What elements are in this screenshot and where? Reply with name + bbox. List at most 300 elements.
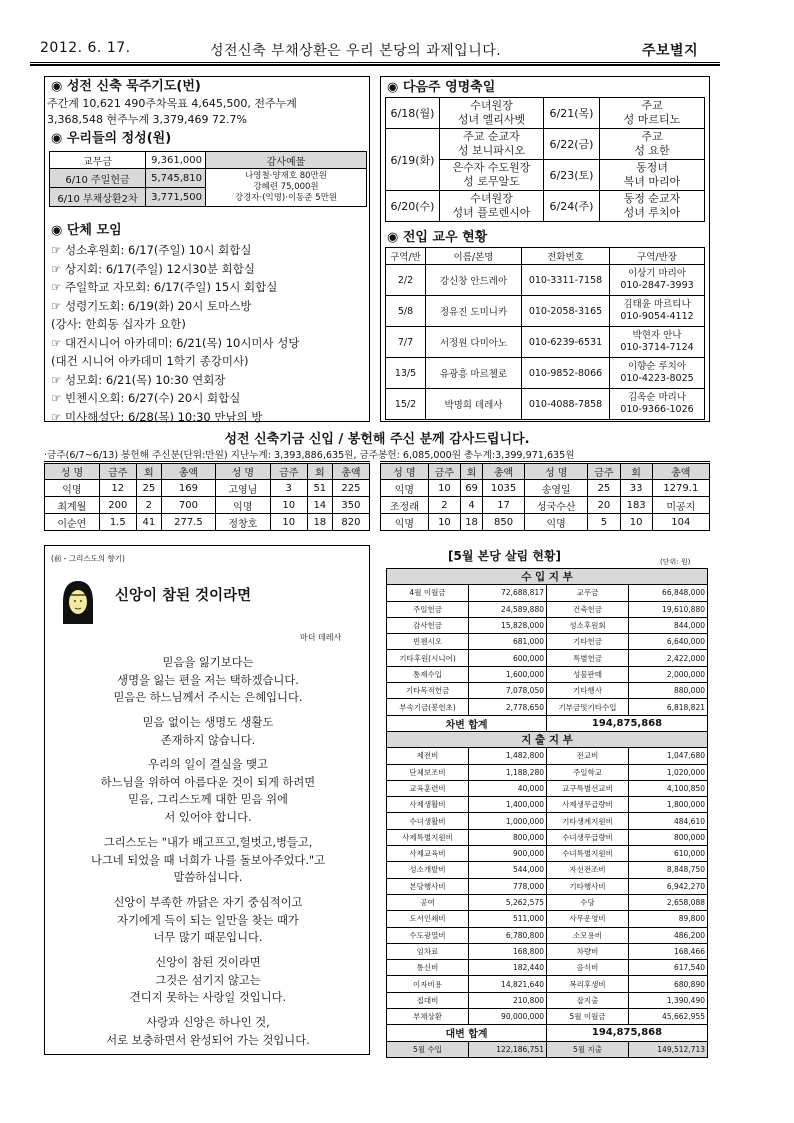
fund-cell: 17 — [483, 497, 525, 514]
finance-table — [386, 568, 708, 1058]
page-header — [30, 36, 720, 64]
fund-header: 총액 — [161, 464, 215, 480]
finance-item: 성소후원회 — [547, 617, 629, 633]
fund-cell: 69 — [461, 480, 483, 497]
gamsa-note: 나영철·양재호 80만원 — [245, 171, 327, 181]
finance-amount: 1,400,000 — [469, 797, 547, 813]
fund-cell: 고영님 — [215, 480, 270, 497]
finance-item: 기타헌금 — [547, 634, 629, 650]
feast-person — [600, 160, 705, 191]
fund-cell: 10 — [270, 514, 307, 531]
finance-unit: (단위: 원) — [660, 558, 691, 566]
fund-subtitle: ·금주(6/7~6/13) 봉헌해 주신분(단위:만원) 지난누계: 3,393,886,635원, 금주봉헌: 6,085,000원 총누계:3,399,971,635원 — [44, 450, 575, 461]
right-info-box — [380, 76, 710, 422]
fund-cell: 2 — [428, 497, 460, 514]
offering-value: 3,771,500 — [146, 188, 206, 207]
fund-cell: 51 — [307, 480, 332, 497]
transfer-leader — [610, 327, 705, 358]
group-item: ☞ 성소후원회: 6/17(주일) 10시 회합실 — [51, 243, 252, 257]
income-header: 수 입 지 부 — [387, 569, 708, 585]
feast-role: 주교 순교자 — [463, 130, 520, 143]
feast-date: 6/19(화) — [386, 129, 440, 191]
finance-amount: 90,000,000 — [469, 1009, 547, 1025]
prayer-title: ◉ 성전 신축 묵주기도(번) — [51, 79, 201, 94]
finance-amount: 800,000 — [629, 829, 708, 845]
fund-cell: 10 — [620, 514, 652, 531]
transfer-cell: 010-6239-6531 — [522, 327, 610, 358]
feast-role: 주교 — [641, 99, 663, 112]
transfer-leader — [610, 389, 705, 420]
finance-item: 사제생무급량비 — [547, 797, 629, 813]
feast-date: 6/22(금) — [544, 129, 600, 160]
finance-amount: 778,000 — [469, 878, 547, 894]
fund-cell: 3 — [270, 480, 307, 497]
finance-amount: 484,610 — [629, 813, 708, 829]
gamsa-header: 감사예물 — [206, 152, 367, 169]
group-item: ☞ 성모회: 6/21(목) 10:30 연회장 — [51, 372, 226, 387]
fund-cell: 익명 — [525, 514, 588, 531]
finance-item: 단체보조비 — [387, 764, 469, 780]
finance-amount: 1,390,490 — [629, 992, 708, 1008]
finance-item: 사제특별지원비 — [387, 829, 469, 845]
finance-item: 기타목적헌금 — [387, 683, 469, 699]
fund-header: 회 — [307, 464, 332, 480]
offering-table — [49, 151, 367, 207]
finance-item: 4월 이월금 — [387, 585, 469, 601]
offering-value: 5,745,810 — [146, 169, 206, 188]
header-date: 2012. 6. 17. — [40, 40, 131, 56]
transfer-header: 구역/반 — [386, 248, 426, 265]
fund-cell: 820 — [332, 514, 369, 531]
finance-amount: 544,000 — [469, 862, 547, 878]
finance-item: 복리후생비 — [547, 976, 629, 992]
finance-item: 사무운영비 — [547, 911, 629, 927]
transfer-leader — [610, 265, 705, 296]
feast-saint: 성 마르티노 — [623, 113, 681, 126]
essay-title: 신앙이 참된 것이라면 — [115, 588, 252, 604]
essay-para: 그리스도는 "내가 배고프고,헐벗고,병들고, 나그네 되었을 때 너희가 나를 돌보아주었다."고 말씀하십니다. — [90, 836, 326, 884]
fund-cell: 169 — [161, 480, 215, 497]
fund-header: 성 명 — [45, 464, 100, 480]
finance-item: 부채상환 — [387, 1009, 469, 1025]
fund-cell: 성국수산 — [525, 497, 588, 514]
fund-header: 금주 — [588, 464, 620, 480]
feast-role: 수녀원장 — [470, 99, 513, 112]
transfer-cell: 010-2058-3165 — [522, 296, 610, 327]
fund-cell: 익명 — [45, 480, 100, 497]
feast-table — [385, 97, 705, 222]
fund-cell: 1279.1 — [652, 480, 709, 497]
finance-amount: 168,800 — [469, 943, 547, 959]
finance-item: 소모용비 — [547, 927, 629, 943]
group-item: ☞ 미사해설단: 6/28(목) 10:30 만남의 방 — [51, 409, 263, 424]
finance-item: 기부금및기타수입 — [547, 699, 629, 715]
fund-cell: 12 — [99, 480, 136, 497]
transfer-cell: 2/2 — [386, 265, 426, 296]
feast-person — [440, 160, 544, 191]
transfer-cell: 강신창 안드레아 — [426, 265, 522, 296]
monthly-expense-value: 149,512,713 — [629, 1041, 708, 1057]
finance-item: 도서인쇄비 — [387, 911, 469, 927]
fund-title: 성전 신축기금 신입 / 봉헌해 주신 분께 감사드립니다. — [224, 432, 530, 447]
fund-header: 금주 — [99, 464, 136, 480]
gamsa-note: 강혜련 75,000원 — [253, 182, 319, 192]
fund-rule-left — [44, 461, 370, 462]
fund-cell: 최계월 — [45, 497, 100, 514]
finance-item: 기타행사비 — [547, 878, 629, 894]
feast-saint: 성 보니파시오 — [457, 144, 526, 157]
transfer-cell: 010-9852-8066 — [522, 358, 610, 389]
finance-amount: 210,800 — [469, 992, 547, 1008]
finance-amount: 1,482,800 — [469, 748, 547, 764]
feast-date: 6/18(월) — [386, 98, 440, 129]
finance-amount: 66,848,000 — [629, 585, 708, 601]
finance-item: 수당 — [547, 894, 629, 910]
finance-amount: 844,000 — [629, 617, 708, 633]
finance-amount: 15,828,000 — [469, 617, 547, 633]
fund-cell: 350 — [332, 497, 369, 514]
left-info-box — [44, 76, 370, 422]
fund-cell: 183 — [620, 497, 652, 514]
finance-amount: 45,662,955 — [629, 1009, 708, 1025]
feast-saint: 성녀 플로렌시아 — [452, 206, 531, 219]
income-sum-value: 194,875,868 — [547, 715, 708, 731]
fund-header: 총액 — [483, 464, 525, 480]
fund-cell: 1035 — [483, 480, 525, 497]
fund-cell: 이순연 — [45, 514, 100, 531]
fund-table-left — [44, 463, 370, 531]
expense-sum-value: 194,875,868 — [547, 1025, 708, 1041]
feast-saint: 성 로무알도 — [463, 175, 520, 188]
finance-amount: 2,658,088 — [629, 894, 708, 910]
fund-cell: 10 — [428, 514, 460, 531]
finance-amount: 1,000,000 — [469, 813, 547, 829]
transfer-cell: 5/8 — [386, 296, 426, 327]
feast-role: 주교 — [641, 130, 663, 143]
finance-item: 음식비 — [547, 960, 629, 976]
finance-item: 주일헌금 — [387, 601, 469, 617]
finance-item: 건축헌금 — [547, 601, 629, 617]
finance-amount: 6,818,821 — [629, 699, 708, 715]
fund-cell: 41 — [136, 514, 161, 531]
monthly-income-label: 5월 수입 — [387, 1041, 469, 1057]
transfer-cell: 서정원 다미아노 — [426, 327, 522, 358]
finance-amount: 7,078,050 — [469, 683, 547, 699]
finance-item: 접대비 — [387, 992, 469, 1008]
offering-label: 6/10 부채상환2차 — [50, 188, 146, 207]
leader-name: 이향순 루치아 — [627, 361, 687, 372]
leader-phone: 010-2847-3993 — [620, 280, 694, 291]
finance-amount: 1,600,000 — [469, 666, 547, 682]
leader-name: 김옥순 마리나 — [627, 392, 687, 403]
transfer-cell: 010-3311-7158 — [522, 265, 610, 296]
group-item: (대건 시니어 아카데미 1학기 종강미사) — [51, 354, 249, 368]
essay-source: (前 - 그리스도의 향기) — [51, 554, 125, 563]
finance-item: 빈첸시오 — [387, 634, 469, 650]
fund-table-right — [380, 463, 710, 531]
finance-item: 성물판매 — [547, 666, 629, 682]
finance-item: 기타행사 — [547, 683, 629, 699]
finance-item: 5월 이월금 — [547, 1009, 629, 1025]
finance-item: 잡지출 — [547, 992, 629, 1008]
monthly-expense-label: 5월 지출 — [547, 1041, 629, 1057]
fund-cell: 10 — [270, 497, 307, 514]
prayer-line-2: 3,368,548 현주누계 3,379,469 72.7% — [47, 113, 247, 126]
finance-item: 감사헌금 — [387, 617, 469, 633]
leader-phone: 010-9054-4112 — [620, 311, 694, 322]
transfer-cell: 15/2 — [386, 389, 426, 420]
fund-cell: 1.5 — [99, 514, 136, 531]
feast-saint: 복녀 마리아 — [623, 175, 681, 188]
feast-saint: 성녀 엘리사벳 — [457, 113, 526, 126]
fund-cell: 14 — [307, 497, 332, 514]
finance-amount: 14,821,640 — [469, 976, 547, 992]
feast-role: 은수자 수도원장 — [452, 161, 531, 174]
finance-item: 통신비 — [387, 960, 469, 976]
finance-amount: 2,778,650 — [469, 699, 547, 715]
leader-name: 박현자 안나 — [632, 330, 682, 341]
finance-amount: 681,000 — [469, 634, 547, 650]
finance-amount: 680,890 — [629, 976, 708, 992]
finance-item: 통제수입 — [387, 666, 469, 682]
gamsa-notes — [206, 169, 367, 207]
finance-item: 교구특별선교비 — [547, 780, 629, 796]
fund-cell: 18 — [307, 514, 332, 531]
fund-cell: 225 — [332, 480, 369, 497]
essay-para: 우리의 일이 결실을 맺고 하느님을 위하여 아름다운 것이 되게 하려면 믿음, 그리스도께 대한 믿음 위에 서 있어야 합니다. — [100, 758, 316, 824]
finance-amount: 168,466 — [629, 943, 708, 959]
fund-header: 금주 — [270, 464, 307, 480]
transfer-title: ◉ 전입 교우 현황 — [387, 230, 488, 245]
finance-item: 전교비 — [547, 748, 629, 764]
leader-phone: 010-4223-8025 — [620, 373, 694, 384]
finance-amount: 6,942,270 — [629, 878, 708, 894]
groups-list — [51, 241, 300, 426]
essay-para: 믿음을 잃기보다는 생명을 잃는 편을 저는 택하겠습니다. 믿음은 하느님께서 주시는 은혜입니다. — [113, 656, 303, 704]
transfer-cell: 유광흥 마르첼로 — [426, 358, 522, 389]
finance-amount: 24,589,880 — [469, 601, 547, 617]
leader-phone: 010-9366-1026 — [620, 404, 694, 415]
finance-item: 수도광열비 — [387, 927, 469, 943]
fund-cell: 104 — [652, 514, 709, 531]
finance-amount: 1,188,280 — [469, 764, 547, 780]
fund-header: 총액 — [332, 464, 369, 480]
transfer-cell: 박명희 데레사 — [426, 389, 522, 420]
feast-saint: 성녀 루치아 — [623, 206, 681, 219]
fund-cell: 2 — [136, 497, 161, 514]
finance-amount: 6,640,000 — [629, 634, 708, 650]
fund-header: 금주 — [428, 464, 460, 480]
group-item: (강사: 한희동 십자가 요한) — [51, 317, 186, 331]
finance-amount: 182,440 — [469, 960, 547, 976]
finance-amount: 2,422,000 — [629, 650, 708, 666]
feast-date: 6/23(토) — [544, 160, 600, 191]
essay-para: 신앙이 참된 것이라면 그것은 섬기지 않고는 견디지 못하는 사랑일 것입니다. — [129, 956, 287, 1004]
finance-title: [5월 본당 살림 현황] — [448, 549, 561, 563]
fund-cell: 850 — [483, 514, 525, 531]
finance-amount: 600,000 — [469, 650, 547, 666]
group-item: ☞ 대건시니어 아카데미: 6/21(목) 10시미사 성당 — [51, 335, 300, 350]
leader-name: 이상기 마리아 — [627, 268, 687, 279]
transfer-table — [385, 247, 705, 420]
finance-amount: 89,800 — [629, 911, 708, 927]
finance-item: 주일학교 — [547, 764, 629, 780]
leader-name: 김태윤 마르티나 — [623, 299, 691, 310]
finance-item: 기타후원(시니어) — [387, 650, 469, 666]
finance-amount: 880,000 — [629, 683, 708, 699]
income-sum-label: 차변 합계 — [387, 715, 547, 731]
fund-cell: 4 — [461, 497, 483, 514]
fund-cell: 조정래 — [381, 497, 429, 514]
finance-item: 기타생계지원비 — [547, 813, 629, 829]
fund-cell: 5 — [588, 514, 620, 531]
monthly-income-value: 122,186,751 — [469, 1041, 547, 1057]
transfer-header: 구역/반장 — [610, 248, 705, 265]
finance-amount: 511,000 — [469, 911, 547, 927]
header-label: 주보별지 — [642, 43, 699, 59]
finance-amount: 1,047,680 — [629, 748, 708, 764]
offering-label: 교무금 — [50, 152, 146, 169]
essay-para: 사랑과 신앙은 하나인 것, 서로 보충하면서 완성되어 가는 것입니다. — [106, 1016, 310, 1047]
groups-title: ◉ 단체 모임 — [51, 223, 122, 238]
offering-label: 6/10 주일헌금 — [50, 169, 146, 188]
feast-person — [600, 129, 705, 160]
finance-amount: 617,540 — [629, 960, 708, 976]
feast-person — [600, 98, 705, 129]
transfer-leader — [610, 296, 705, 327]
transfer-cell: 7/7 — [386, 327, 426, 358]
finance-item: 부속기금(봉헌초) — [387, 699, 469, 715]
fund-cell: 10 — [428, 480, 460, 497]
fund-header: 성 명 — [525, 464, 588, 480]
finance-item: 공여 — [387, 894, 469, 910]
feast-date: 6/20(수) — [386, 191, 440, 222]
transfer-cell: 010-4088-7858 — [522, 389, 610, 420]
leader-phone: 010-3714-7124 — [620, 342, 694, 353]
offering-value: 9,361,000 — [146, 152, 206, 169]
group-item: ☞ 빈첸시오회: 6/27(수) 20시 회합실 — [51, 391, 241, 405]
fund-header: 성 명 — [381, 464, 429, 480]
transfer-cell: 정유진 도미니카 — [426, 296, 522, 327]
finance-item: 이자비용 — [387, 976, 469, 992]
finance-amount: 5,262,575 — [469, 894, 547, 910]
feast-person — [600, 191, 705, 222]
fund-header: 성 명 — [215, 464, 270, 480]
finance-item: 사제생활비 — [387, 797, 469, 813]
gamsa-note: 강경자·(익명)·이동준 5만원 — [234, 193, 338, 203]
feast-person — [440, 191, 544, 222]
prayer-line-1: 주간계 10,621 490주차목표 4,645,500, 전주누계 — [47, 97, 297, 110]
fund-cell: 25 — [588, 480, 620, 497]
finance-amount: 800,000 — [469, 829, 547, 845]
finance-amount: 4,100,850 — [629, 780, 708, 796]
feast-person — [440, 98, 544, 129]
finance-item: 사제교육비 — [387, 846, 469, 862]
finance-amount: 610,000 — [629, 846, 708, 862]
header-rule — [30, 62, 720, 63]
finance-amount: 6,780,800 — [469, 927, 547, 943]
fund-cell: 익명 — [215, 497, 270, 514]
fund-cell: 익명 — [381, 514, 429, 531]
fund-header: 회 — [620, 464, 652, 480]
finance-item: 자선전조비 — [547, 862, 629, 878]
finance-amount: 900,000 — [469, 846, 547, 862]
fund-cell: 33 — [620, 480, 652, 497]
finance-item: 수녀특별지원비 — [547, 846, 629, 862]
fund-cell: 277.5 — [161, 514, 215, 531]
fund-cell: 20 — [588, 497, 620, 514]
transfer-cell: 13/5 — [386, 358, 426, 389]
finance-amount: 72,688,817 — [469, 585, 547, 601]
finance-amount: 486,200 — [629, 927, 708, 943]
feast-person — [440, 129, 544, 160]
essay-box — [44, 545, 370, 1055]
fund-cell: 25 — [136, 480, 161, 497]
feast-date: 6/24(주) — [544, 191, 600, 222]
fund-cell: 미공지 — [652, 497, 709, 514]
header-slogan: 성전신축 부채상환은 우리 본당의 과제입니다. — [210, 43, 502, 59]
feast-date: 6/21(목) — [544, 98, 600, 129]
finance-amount: 1,020,000 — [629, 764, 708, 780]
fund-cell: 700 — [161, 497, 215, 514]
group-item: ☞ 성령기도회: 6/19(화) 20시 토마스방 — [51, 298, 252, 313]
offering-title: ◉ 우리들의 정성(원) — [51, 131, 172, 146]
finance-item: 성소개발비 — [387, 862, 469, 878]
transfer-header: 전화번호 — [522, 248, 610, 265]
feast-title: ◉ 다음주 영명축일 — [387, 80, 496, 95]
fund-cell: 200 — [99, 497, 136, 514]
finance-amount: 40,000 — [469, 780, 547, 796]
finance-item: 제전비 — [387, 748, 469, 764]
fund-cell: 익명 — [381, 480, 429, 497]
group-item: ☞ 상지회: 6/17(주일) 12시30분 회합실 — [51, 261, 255, 276]
feast-role: 동정 순교자 — [623, 192, 681, 205]
finance-amount: 1,800,000 — [629, 797, 708, 813]
fund-header: 총액 — [652, 464, 709, 480]
fund-header: 회 — [461, 464, 483, 480]
finance-item: 교육훈련비 — [387, 780, 469, 796]
fund-header: 회 — [136, 464, 161, 480]
fund-cell: 송영일 — [525, 480, 588, 497]
transfer-leader — [610, 358, 705, 389]
nun-portrait-icon — [61, 580, 95, 626]
expense-sum-label: 대변 합계 — [387, 1025, 547, 1041]
finance-amount: 2,000,000 — [629, 666, 708, 682]
finance-amount: 8,848,750 — [629, 862, 708, 878]
transfer-header: 이름/본명 — [426, 248, 522, 265]
finance-amount: 19,610,880 — [629, 601, 708, 617]
fund-cell: 정창호 — [215, 514, 270, 531]
essay-author: 마더 데레사 — [300, 633, 342, 642]
finance-item: 차량비 — [547, 943, 629, 959]
header-rule-thick — [30, 64, 720, 66]
feast-role: 수녀원장 — [470, 192, 513, 205]
finance-item: 특별헌금 — [547, 650, 629, 666]
finance-item: 본당행사비 — [387, 878, 469, 894]
finance-item: 수녀생무급량비 — [547, 829, 629, 845]
finance-item: 수녀생활비 — [387, 813, 469, 829]
fund-cell: 18 — [461, 514, 483, 531]
feast-saint: 성 요한 — [634, 144, 670, 157]
finance-item: 교무금 — [547, 585, 629, 601]
finance-item: 임차료 — [387, 943, 469, 959]
group-item: ☞ 주일학교 자모회: 6/17(주일) 15시 회합실 — [51, 280, 278, 294]
essay-para: 믿음 없이는 생명도 생활도 존재하지 않습니다. — [142, 716, 274, 747]
feast-role: 동정녀 — [636, 161, 668, 174]
expense-header: 지 출 지 부 — [387, 731, 708, 747]
essay-para: 신앙이 부족한 까닭은 자기 중심적이고 자기에게 득이 되는 일만을 찾는 때가 너무 많기 때문입니다. — [113, 896, 303, 944]
fund-rule-right — [380, 461, 710, 462]
